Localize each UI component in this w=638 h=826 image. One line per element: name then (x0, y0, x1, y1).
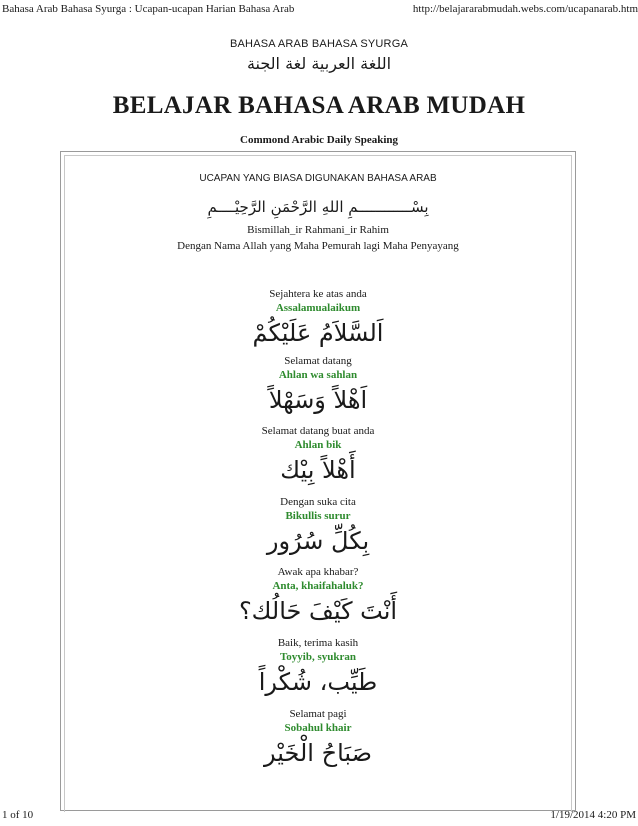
content-cell (64, 155, 572, 812)
phrase-block (65, 424, 571, 487)
print-header-url: http://belajararabmudah.webs.com/ucapanarab.htm (412, 3, 638, 15)
phrase-arabic: اَهْلاً وَسَهْلاً (268, 386, 368, 414)
phrase-arabic: أَنْتَ كَيْفَ حَالُك؟ (238, 597, 398, 625)
print-header-title: Bahasa Arab Bahasa Syurga : Ucapan-ucapan Harian Bahasa Arab (2, 3, 295, 15)
phrase-block (65, 287, 571, 350)
phrase-malay: Dengan suka cita (280, 496, 356, 508)
phrase-roman: Bikullis surur (285, 510, 351, 522)
phrase-arabic: اَلسَّلاَمُ عَلَيْكُمْ (252, 319, 384, 347)
phrase-arabic: صَبَاحُ الْخَيْر (263, 739, 372, 767)
site-subtitle: BAHASA ARAB BAHASA SYURGA (229, 38, 408, 50)
phrase-roman: Ahlan wa sahlan (278, 369, 358, 381)
basmala-transliteration: Bismillah_ir Rahmani_ir Rahim (247, 224, 389, 236)
phrase-malay: Awak apa khabar? (277, 566, 359, 578)
phrase-block (65, 636, 571, 699)
phrase-roman: Toyyib, syukran (279, 651, 357, 663)
phrase-block (65, 565, 571, 628)
print-footer (0, 808, 638, 822)
intro-heading: UCAPAN YANG BIASA DIGUNAKAN BAHASA ARAB (199, 173, 437, 184)
site-header (0, 38, 638, 73)
page-number: 1 of 10 (2, 809, 34, 821)
phrase-arabic: طَيِّب، شُكْراً (258, 668, 378, 696)
phrase-malay: Selamat datang (284, 355, 352, 367)
phrase-block (65, 495, 571, 558)
phrase-malay: Selamat datang buat anda (261, 425, 375, 437)
print-datetime: 1/19/2014 4:20 PM (550, 809, 636, 821)
basmala: بِسْــــــــــــمِ اللهِ الرَّحْمَنِ الرَّحِيْــــمِ (207, 198, 429, 216)
phrase-roman: Anta, khaifahaluk? (272, 580, 364, 592)
site-title: BELAJAR BAHASA ARAB MUDAH (112, 92, 526, 119)
content-table (60, 151, 576, 811)
phrase-roman: Sobahul khair (284, 722, 352, 734)
basmala-meaning: Dengan Nama Allah yang Maha Pemurah lagi Maha Penyayang (177, 240, 459, 252)
phrase-roman: Assalamualaikum (275, 302, 361, 314)
phrase-roman: Ahlan bik (294, 439, 342, 451)
phrase-malay: Selamat pagi (289, 708, 347, 720)
phrase-arabic: بِكُلِّ سُرُور (266, 527, 370, 555)
site-subtitle-arabic: اللغة العربية لغة الجنة (246, 54, 392, 73)
phrase-block (65, 354, 571, 417)
phrase-block (65, 707, 571, 770)
phrase-malay: Sejahtera ke atas anda (269, 288, 367, 300)
phrase-arabic: أَهْلاً بِيْك (280, 456, 356, 484)
post-title: Commond Arabic Daily Speaking (240, 134, 398, 146)
phrase-malay: Baik, terima kasih (277, 637, 359, 649)
print-header (0, 2, 638, 16)
